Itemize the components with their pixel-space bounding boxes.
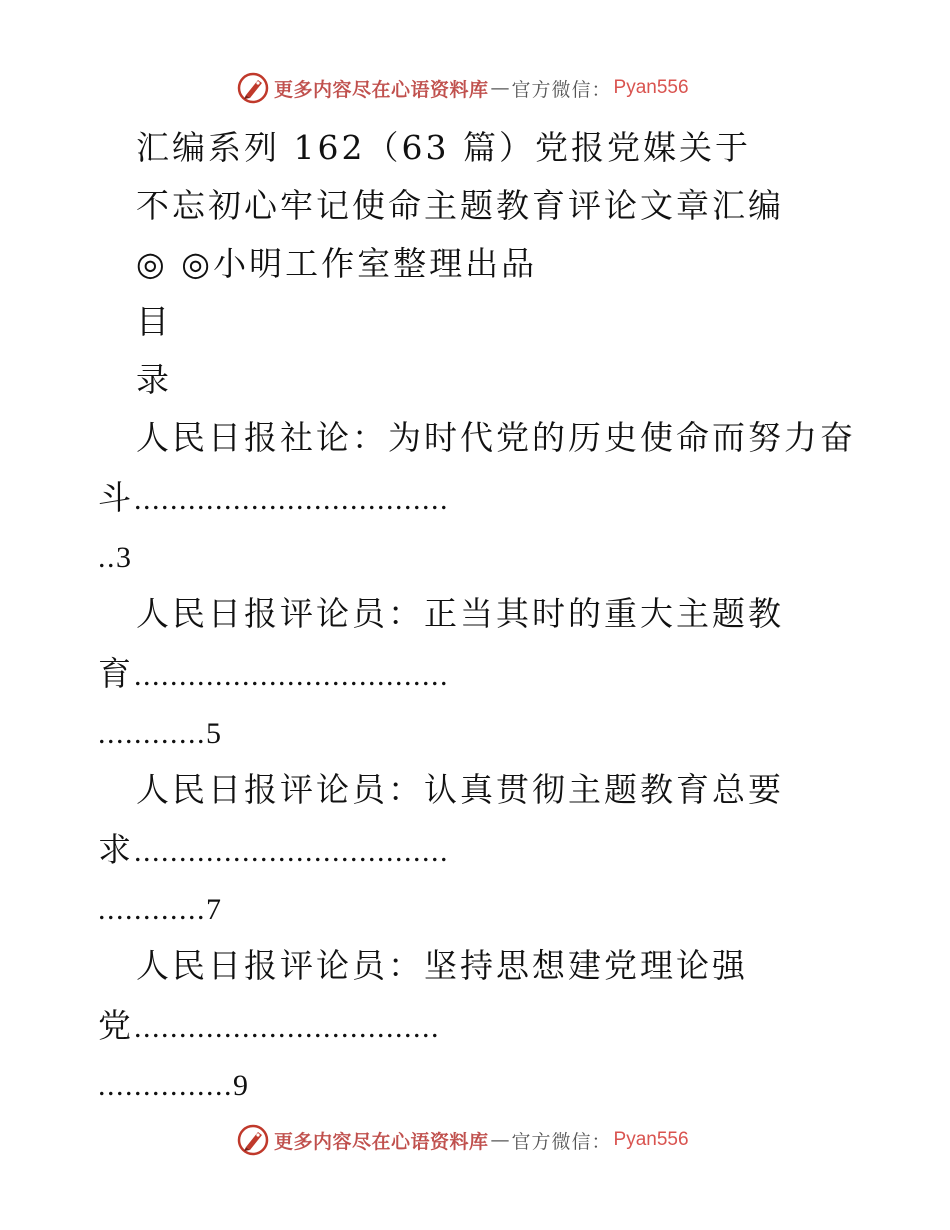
toc-leader-dots: ...................................: [134, 483, 449, 516]
watermark-sub-text: 官方微信：: [511, 1130, 612, 1153]
toc-entry-page-number: 9: [233, 1069, 248, 1102]
toc-leader-dots: ..: [98, 541, 116, 574]
toc-entry-page-number: 3: [116, 541, 131, 574]
pen-nib-logo-icon: [236, 1123, 270, 1157]
toc-entry-title: 人民日报评论员：坚持思想建党理论强: [136, 946, 748, 985]
watermark-dash: —: [490, 1129, 510, 1151]
toc-leader-dots: ...................................: [134, 835, 449, 868]
watermark-account-id: Pyan556: [613, 1129, 689, 1150]
toc-entry-page-row: [98, 1064, 248, 1106]
toc-heading-2: 录: [136, 360, 172, 399]
toc-entry-page-row: [98, 536, 131, 578]
pen-nib-logo-icon: [236, 71, 270, 105]
watermark-account-id: Pyan556: [613, 77, 689, 98]
toc-entry-leader-row: [98, 478, 449, 520]
producer-line: ◎ ◎小明工作室整理出品: [136, 244, 538, 283]
watermark-dash: —: [490, 77, 510, 99]
toc-entry-leader-row: [98, 654, 449, 696]
watermark-main-text: 更多内容尽在心语资料库: [274, 1130, 489, 1153]
toc-entry-title: 人民日报评论员：正当其时的重大主题教: [136, 594, 784, 633]
toc-entry-title: 人民日报评论员：认真贯彻主题教育总要: [136, 770, 784, 809]
watermark-sub-text: 官方微信：: [511, 78, 612, 101]
watermark-content: [236, 68, 689, 108]
toc-entry-page-row: [98, 888, 221, 930]
toc-leader-dots: ...................................: [134, 659, 449, 692]
header-watermark: [0, 68, 950, 108]
toc-entry-tail-char: 斗: [98, 478, 134, 517]
document-title-line-1: 汇编系列 162（63 篇）党报党媒关于: [136, 128, 751, 167]
toc-entry-leader-row: [98, 1006, 440, 1048]
toc-leader-dots: ..................................: [134, 1011, 440, 1044]
toc-leader-dots: ............: [98, 893, 206, 926]
toc-entry-tail-char: 求: [98, 830, 134, 869]
toc-entry-tail-char: 党: [98, 1006, 134, 1045]
toc-entry-page-number: 7: [206, 893, 221, 926]
toc-leader-dots: ...............: [98, 1069, 233, 1102]
toc-entry-title: 人民日报社论：为时代党的历史使命而努力奋: [136, 418, 856, 457]
toc-entry-tail-char: 育: [98, 654, 134, 693]
footer-watermark: [0, 1120, 950, 1160]
watermark-main-text: 更多内容尽在心语资料库: [274, 78, 489, 101]
toc-entry-page-number: 5: [206, 717, 221, 750]
toc-heading-1: 目: [136, 302, 172, 341]
toc-leader-dots: ............: [98, 717, 206, 750]
toc-entry-page-row: [98, 712, 221, 754]
document-title-line-2: 不忘初心牢记使命主题教育评论文章汇编: [136, 186, 784, 225]
toc-entry-leader-row: [98, 830, 449, 872]
watermark-content: [236, 1120, 689, 1160]
